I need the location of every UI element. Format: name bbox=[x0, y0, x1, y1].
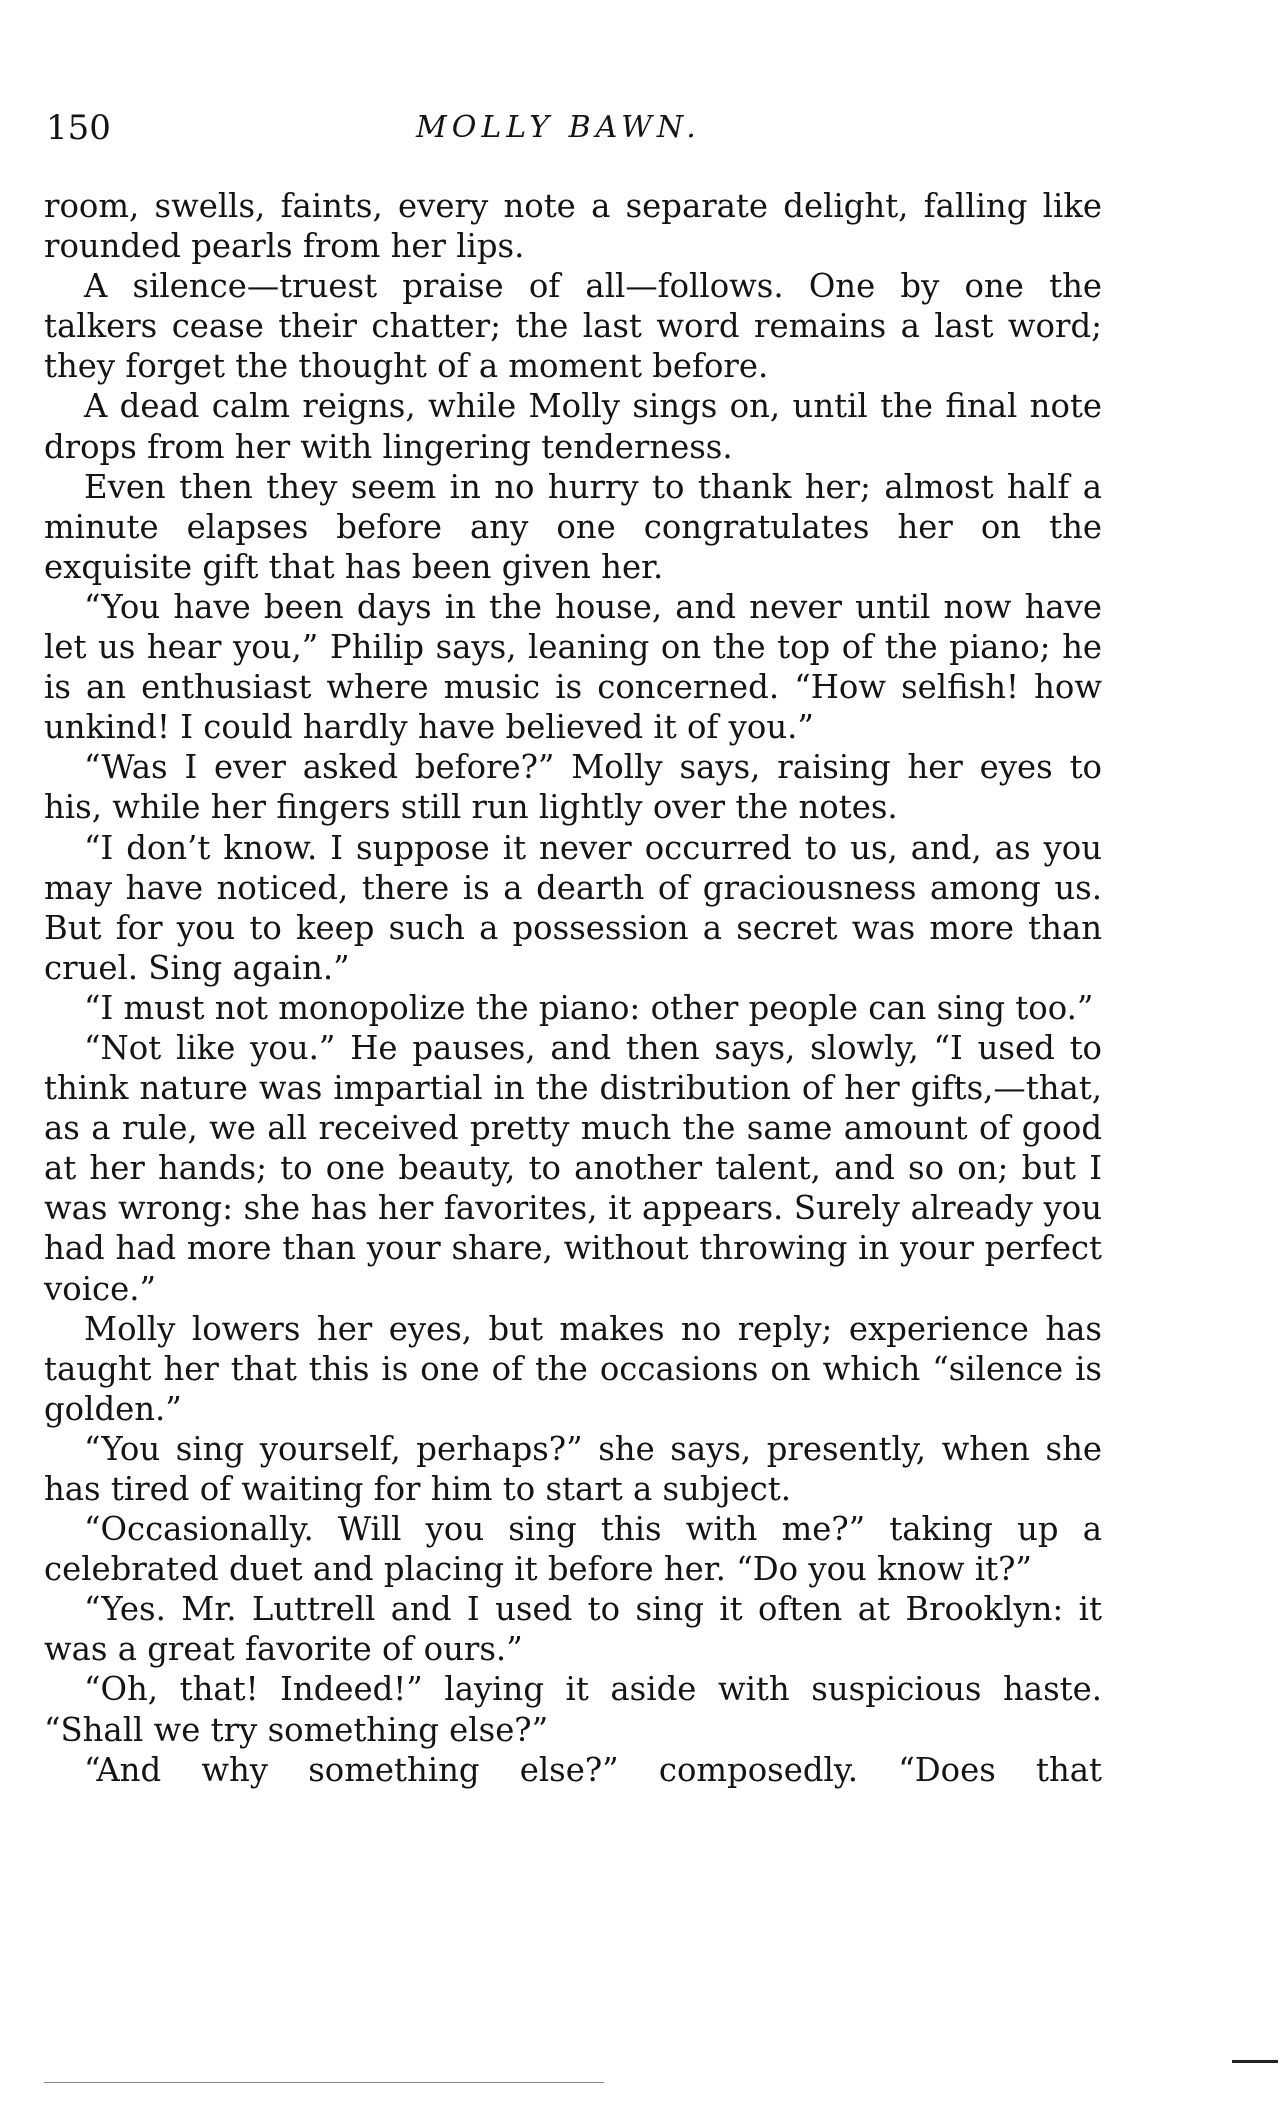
paragraph: “I must not monopolize the piano: other people can sing too.” bbox=[84, 988, 1094, 1027]
page-number: 150 bbox=[46, 108, 111, 148]
paragraph: “Yes. Mr. Luttrell and I used to sing it often at Brooklyn: it was a great favorite of ours.” bbox=[44, 1590, 1102, 1669]
bottom-rule bbox=[44, 2082, 604, 2083]
scan-mark bbox=[1232, 2060, 1278, 2063]
paragraph: “Not like you.” He pauses, and then says, slowly, “I used to think nature was impartial in the distribution of her gifts,—that, as a rule, we all received pretty much the same amount of good at her hands; to one beauty, to another talent, and so on; but I was wrong: she has her favorites, it appears. Surely already you had had more than your share, without throwing in your perfect voice.” bbox=[44, 1028, 1102, 1308]
paragraph: “Occasionally. Will you sing this with me?” taking up a celebrated duet and placing it before her. “Do you know it?” bbox=[44, 1510, 1102, 1589]
paragraph: “And why something else?” composedly. “Does that bbox=[84, 1750, 1102, 1789]
paragraph: Molly lowers her eyes, but makes no reply; experience has taught her that this is one of the occasions on which “silence is golden.” bbox=[44, 1309, 1102, 1428]
body-text bbox=[44, 186, 1102, 1790]
paragraph: “Oh, that! Indeed!” laying it aside with suspicious haste. “Shall we try something else?” bbox=[44, 1670, 1102, 1749]
running-head: MOLLY BAWN. bbox=[416, 110, 701, 145]
paragraph: A dead calm reigns, while Molly sings on, until the final note drops from her with lingering tenderness. bbox=[44, 387, 1102, 466]
paragraph: “Was I ever asked before?” Molly says, raising her eyes to his, while her fingers still run lightly over the notes. bbox=[44, 748, 1102, 827]
paragraph: room, swells, faints, every note a separate delight, falling like rounded pearls from her lips. bbox=[44, 187, 1102, 266]
page-header bbox=[46, 108, 1101, 156]
paragraph: A silence—truest praise of all—follows. One by one the talkers cease their chatter; the last word remains a last word; they forget the thought of a moment before. bbox=[44, 267, 1102, 386]
paragraph: “You have been days in the house, and never until now have let us hear you,” Philip says, leaning on the top of the piano; he is an enthusiast where music is concerned. “How selfish! how unkind! I could hardly have believed it of you.” bbox=[44, 587, 1102, 747]
paragraph: “You sing yourself, perhaps?” she says, presently, when she has tired of waiting for him to start a subject. bbox=[44, 1429, 1102, 1508]
paragraph: “I don’t know. I suppose it never occurred to us, and, as you may have noticed, there is a dearth of graciousness among us. But for you to keep such a possession a secret was more than cruel. Sing again.” bbox=[44, 828, 1102, 987]
paragraph: Even then they seem in no hurry to thank her; almost half a minute elapses before any one congratulates her on the exquisite gift that has been given her. bbox=[44, 467, 1102, 586]
